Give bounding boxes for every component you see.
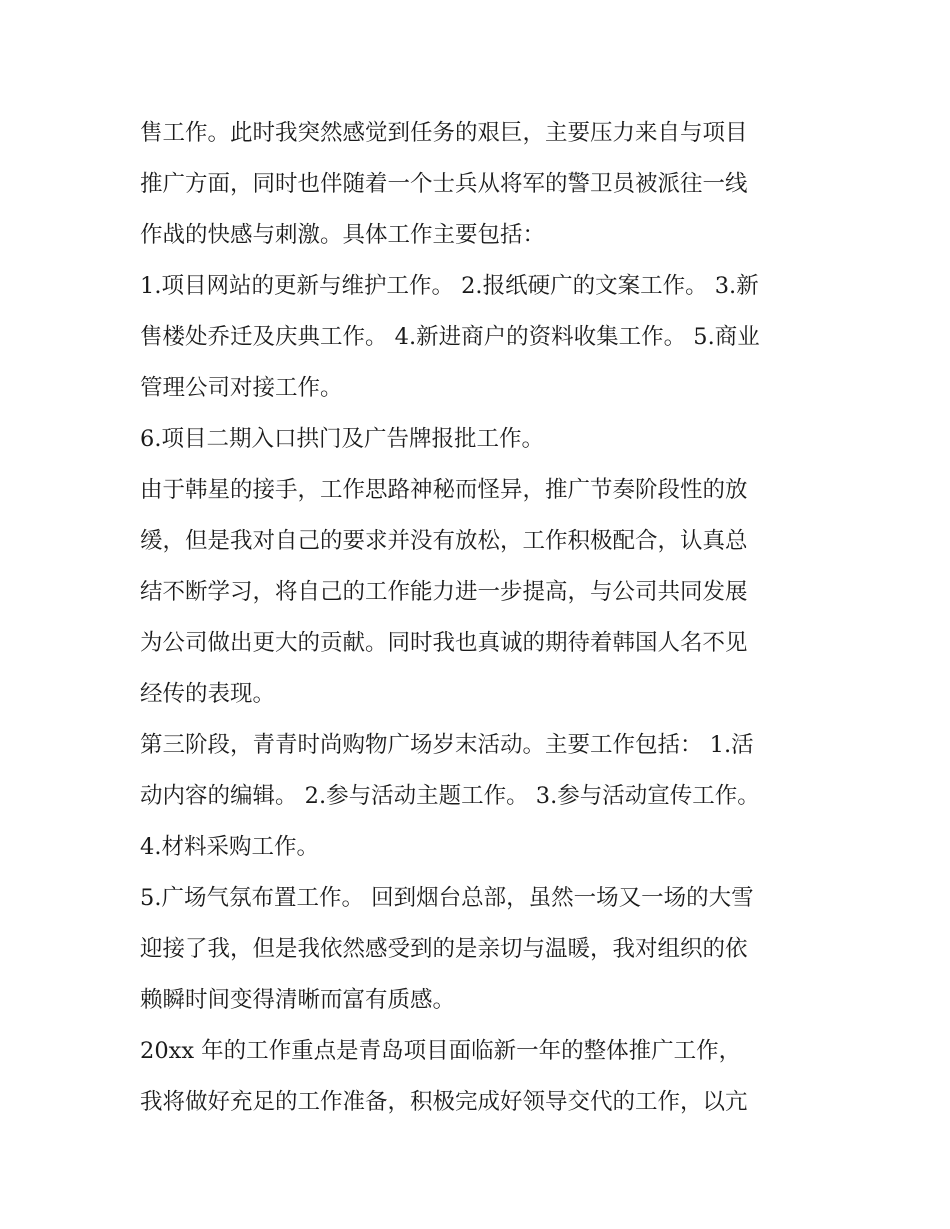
text-line: 动内容的编辑。 2.参与活动主题工作。 3.参与活动宣传工作。 xyxy=(140,783,760,809)
text-line: 20xx 年的工作重点是青岛项目面临新一年的整体推广工作， xyxy=(140,1038,742,1064)
text-line: 推广方面，同时也伴随着一个士兵从将军的警卫员被派往一线 xyxy=(140,171,748,197)
text-line: 结不断学习，将自己的工作能力进一步提高，与公司共同发展 xyxy=(140,579,748,605)
text-line: 第三阶段，青青时尚购物广场岁末活动。主要工作包括： 1.活 xyxy=(140,732,754,758)
text-line: 4.材料采购工作。 xyxy=(140,834,319,860)
text-line: 我将做好充足的工作准备，积极完成好领导交代的工作，以亢 xyxy=(140,1089,748,1115)
text-line: 为公司做出更大的贡献。同时我也真诚的期待着韩国人名不见 xyxy=(140,630,748,656)
text-line: 赖瞬时间变得清晰而富有质感。 xyxy=(140,987,456,1013)
text-line: 由于韩星的接手，工作思路神秘而怪异，推广节奏阶段性的放 xyxy=(140,477,748,503)
text-line: 管理公司对接工作。 xyxy=(140,375,343,401)
text-line: 作战的快感与刺激。具体工作主要包括： xyxy=(140,222,546,248)
text-line: 售工作。此时我突然感觉到任务的艰巨，主要压力来自与项目 xyxy=(140,120,748,146)
text-line: 经传的表现。 xyxy=(140,681,276,707)
document-body xyxy=(140,108,820,1128)
text-line: 缓，但是我对自己的要求并没有放松，工作积极配合，认真总 xyxy=(140,528,748,554)
text-line: 5.广场气氛布置工作。 回到烟台总部，虽然一场又一场的大雪 xyxy=(140,885,754,911)
text-line: 售楼处乔迁及庆典工作。 4.新进商户的资料收集工作。 5.商业 xyxy=(140,324,760,350)
text-line: 1.项目网站的更新与维护工作。 2.报纸硬广的文案工作。 3.新 xyxy=(140,273,759,299)
text-line: 迎接了我，但是我依然感受到的是亲切与温暖，我对组织的依 xyxy=(140,936,748,962)
text-line: 6.项目二期入口拱门及广告牌报批工作。 xyxy=(140,426,544,452)
